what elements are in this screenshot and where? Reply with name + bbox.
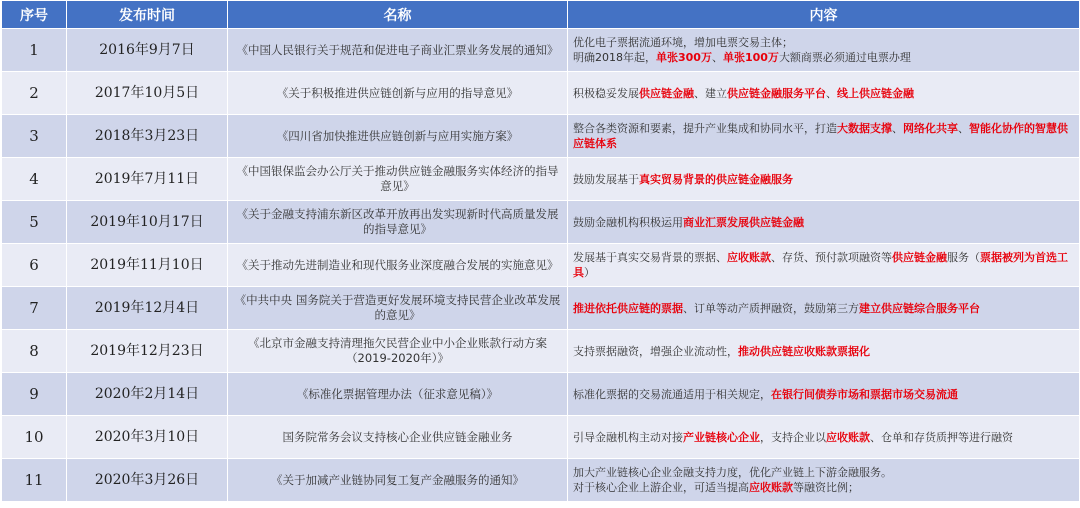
content-text: 支持票据融资，增强企业流动性， xyxy=(573,344,738,358)
row-index: 6 xyxy=(2,244,67,287)
row-name: 《中国银保监会办公厅关于推动供应链金融服务实体经济的指导意见》 xyxy=(228,158,568,201)
highlight-text: 网络化共享 xyxy=(903,122,958,135)
policy-table xyxy=(1,0,1080,502)
header-index: 序号 xyxy=(2,1,67,29)
row-name: 《标准化票据管理办法（征求意见稿）》 xyxy=(228,373,568,416)
highlight-text: 在银行间债券市场和票据市场交易流通 xyxy=(771,387,958,401)
content-text: 对于核心企业上游企业，可适当提高 xyxy=(573,481,749,494)
row-content xyxy=(568,29,1080,72)
content-text: 服务（ xyxy=(947,251,980,264)
content-text: 优化电子票据流通环境，增加电票交易主体； xyxy=(573,36,793,49)
content-text: 积极稳妥发展 xyxy=(573,86,639,100)
content-text: 、 xyxy=(711,51,723,64)
highlight-text: 智能化协作的智慧供应链体系 xyxy=(573,122,1068,150)
row-content xyxy=(568,416,1080,459)
highlight-text: 产业链核心企业 xyxy=(683,430,760,444)
table-row xyxy=(2,244,1080,287)
highlight-text: 商业汇票发展供应链金融 xyxy=(683,215,804,229)
row-name: 国务院常务会议支持核心企业供应链金融业务 xyxy=(228,416,568,459)
content-text: 明确2018年起， xyxy=(573,51,656,64)
header-date: 发布时间 xyxy=(67,1,228,29)
table-row xyxy=(2,201,1080,244)
row-index: 7 xyxy=(2,287,67,330)
content-text: 大额商票必须通过电票办理 xyxy=(778,51,911,64)
content-text: ） xyxy=(584,266,595,279)
row-name: 《中共中央 国务院关于营造更好发展环境支持民营企业改革发展的意见》 xyxy=(228,287,568,330)
highlight-text: 推进依托供应链的票据 xyxy=(573,301,683,315)
highlight-text: 供应链金融 xyxy=(639,86,694,100)
table-header-row xyxy=(2,1,1080,29)
row-name: 《北京市金融支持清理拖欠民营企业中小企业账款行动方案（2019-2020年）》 xyxy=(228,330,568,373)
content-text: 鼓励金融机构积极运用 xyxy=(573,215,683,229)
row-content xyxy=(568,459,1080,502)
table-row xyxy=(2,416,1080,459)
row-content xyxy=(568,158,1080,201)
content-text: 鼓励发展基于 xyxy=(573,172,639,186)
table-row xyxy=(2,158,1080,201)
highlight-text: 单张300万 xyxy=(656,51,712,64)
highlight-text: 单张100万 xyxy=(722,51,779,64)
row-name: 《关于推动先进制造业和现代服务业深度融合发展的实施意见》 xyxy=(228,244,568,287)
row-content xyxy=(568,115,1080,158)
row-content xyxy=(568,72,1080,115)
highlight-text: 真实贸易背景的供应链金融服务 xyxy=(639,172,793,186)
content-text: ，支持企业以 xyxy=(760,430,826,444)
highlight-text: 线上供应链金融 xyxy=(837,86,914,100)
content-text: 发展基于真实交易背景的票据、 xyxy=(573,251,727,264)
row-index: 8 xyxy=(2,330,67,373)
row-date: 2020年2月14日 xyxy=(67,373,228,416)
content-text: 、 xyxy=(826,86,837,100)
content-text: 加大产业链核心企业金融支持力度，优化产业链上下游金融服务。 xyxy=(573,466,892,479)
highlight-text: 大数据支撑 xyxy=(837,122,892,135)
content-text: 引导金融机构主动对接 xyxy=(573,430,683,444)
row-date: 2018年3月23日 xyxy=(67,115,228,158)
highlight-text: 应收账款 xyxy=(727,251,771,264)
row-name: 《中国人民银行关于规范和促进电子商业汇票业务发展的通知》 xyxy=(228,29,568,72)
row-date: 2020年3月10日 xyxy=(67,416,228,459)
content-text: 等融资比例； xyxy=(793,481,859,494)
row-index: 9 xyxy=(2,373,67,416)
row-date: 2019年12月23日 xyxy=(67,330,228,373)
content-text: 、 xyxy=(892,122,903,135)
table-body xyxy=(2,29,1080,502)
content-text: 、存货、预付款项融资等 xyxy=(771,251,892,264)
row-date: 2019年10月17日 xyxy=(67,201,228,244)
row-name: 《关于金融支持浦东新区改革开放再出发实现新时代高质量发展的指导意见》 xyxy=(228,201,568,244)
content-text: 、建立 xyxy=(694,86,727,100)
content-text: 标准化票据的交易流通适用于相关规定， xyxy=(573,387,771,401)
row-content xyxy=(568,330,1080,373)
content-text: 整合各类资源和要素，提升产业集成和协同水平，打造 xyxy=(573,122,837,135)
highlight-text: 票据被列为首选工具 xyxy=(573,251,1068,279)
content-text: 、仓单和存货质押等进行融资 xyxy=(870,430,1013,444)
row-date: 2019年7月11日 xyxy=(67,158,228,201)
header-content: 内容 xyxy=(568,1,1080,29)
row-content xyxy=(568,287,1080,330)
row-name: 《四川省加快推进供应链创新与应用实施方案》 xyxy=(228,115,568,158)
row-index: 11 xyxy=(2,459,67,502)
table-row xyxy=(2,373,1080,416)
row-name: 《关于加减产业链协同复工复产金融服务的通知》 xyxy=(228,459,568,502)
table-row xyxy=(2,115,1080,158)
highlight-text: 供应链金融服务平台 xyxy=(727,86,826,100)
row-date: 2017年10月5日 xyxy=(67,72,228,115)
table-row xyxy=(2,72,1080,115)
row-content xyxy=(568,201,1080,244)
row-content xyxy=(568,373,1080,416)
row-index: 4 xyxy=(2,158,67,201)
table-row xyxy=(2,29,1080,72)
row-index: 5 xyxy=(2,201,67,244)
highlight-text: 应收账款 xyxy=(826,430,870,444)
row-index: 2 xyxy=(2,72,67,115)
highlight-text: 建立供应链综合服务平台 xyxy=(859,301,980,315)
row-index: 1 xyxy=(2,29,67,72)
content-text: 、 xyxy=(958,122,969,135)
table-row xyxy=(2,459,1080,502)
highlight-text: 推动供应链应收账款票据化 xyxy=(738,344,870,358)
row-date: 2019年11月10日 xyxy=(67,244,228,287)
row-index: 3 xyxy=(2,115,67,158)
row-date: 2020年3月26日 xyxy=(67,459,228,502)
table-row xyxy=(2,287,1080,330)
row-date: 2019年12月4日 xyxy=(67,287,228,330)
header-name: 名称 xyxy=(228,1,568,29)
table-row xyxy=(2,330,1080,373)
highlight-text: 供应链金融 xyxy=(892,251,947,264)
highlight-text: 应收账款 xyxy=(749,481,793,494)
content-text: 、订单等动产质押融资，鼓励第三方 xyxy=(683,301,859,315)
row-date: 2016年9月7日 xyxy=(67,29,228,72)
row-name: 《关于积极推进供应链创新与应用的指导意见》 xyxy=(228,72,568,115)
row-content xyxy=(568,244,1080,287)
row-index: 10 xyxy=(2,416,67,459)
